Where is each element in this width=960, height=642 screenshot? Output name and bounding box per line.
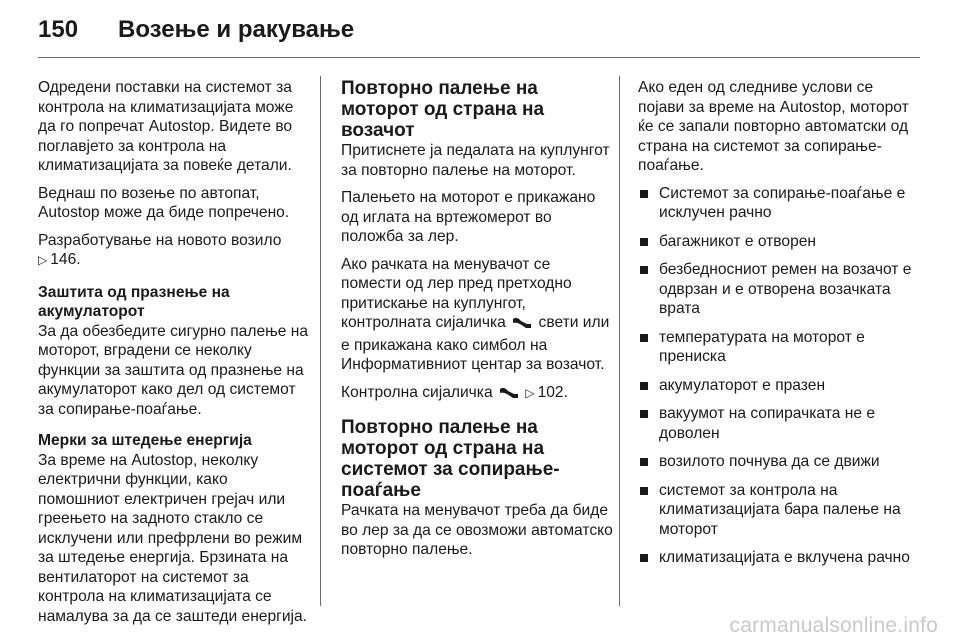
paragraph-text: Ако рачката на менувачот се помести од лер пред претходно притискање на куплунгот, контролната сијаличка [341, 255, 572, 331]
paragraph: Рачката на менувачот треба да биде во лер за да се овозможи автоматско повторно палење. [341, 502, 613, 558]
column-left [38, 78, 310, 634]
autostop-indicator-icon [512, 316, 532, 336]
list-item-text: климатизацијата е вклучена рачно [659, 549, 910, 566]
paragraph: Притиснете ја педалата на куплунгот за повторно палење на моторот. [341, 142, 610, 179]
autostop-indicator-icon [499, 386, 519, 406]
list-item-text: Системот за сопирање-поаѓање е исклучен рачно [659, 184, 906, 221]
paragraph: За да обезбедите сигурно палење на моторот, вградени се неколку функции за заштита од празнење на акумулаторот како дел од системот за сопирање-поаѓање. [38, 322, 309, 418]
chapter-title: Возење и ракување [118, 16, 355, 43]
list-item [638, 260, 922, 319]
condition-list [638, 184, 922, 568]
bullet-icon [640, 458, 648, 466]
list-item [638, 404, 922, 443]
paragraph: Веднаш по возење по автопат, Autostop може да биде попречено. [38, 184, 290, 221]
list-item [638, 328, 922, 367]
bullet-icon [640, 238, 648, 246]
paragraph-text: Контролна сијаличка [341, 383, 493, 401]
list-item-text: вакуумот на сопирачката не е доволен [659, 405, 876, 442]
section-heading: Заштита од празнење на акумулаторот [38, 283, 230, 320]
bullet-icon [640, 382, 648, 390]
paragraph [38, 231, 310, 271]
paragraph: Одредени поставки на системот за контрола на климатизацијата може да го попречат Autostop. Видете во поглавјето за контрола на климатизацијата за повеќе детали. [38, 79, 294, 174]
watermark: carmanualsonline.info [729, 614, 938, 637]
header-rule [38, 57, 920, 58]
page-header [38, 16, 354, 56]
list-item-text: системот за контрола на климатизацијата бара палење на моторот [659, 481, 901, 538]
paragraph [341, 255, 613, 375]
column-divider [619, 76, 620, 606]
paragraph-text: Разработување на новото возило [38, 231, 282, 249]
section-heading: Мерки за штедење енергија [38, 432, 252, 449]
paragraph [341, 383, 613, 406]
column-divider [320, 76, 321, 606]
column-middle [341, 78, 613, 568]
bullet-icon [640, 334, 648, 342]
bullet-icon [640, 410, 648, 418]
list-item-text: безбедносниот ремен на возачот е одврзан и е отворена возачката врата [659, 261, 912, 317]
list-item [638, 376, 922, 396]
reference-arrow-icon: ▷ [38, 253, 48, 267]
bullet-icon [640, 266, 648, 274]
column-right [638, 78, 922, 577]
section-heading: Повторно палење на моторот од страна на системот за сопирање-поаѓање [341, 417, 560, 501]
list-item [638, 481, 922, 540]
paragraph: Ако еден од следниве услови се појави за време на Autostop, моторот ќе се запали повторно автоматски од страна на системот за сопирање-поаѓање. [638, 79, 909, 174]
bullet-icon [640, 487, 648, 495]
page-reference[interactable]: 102. [537, 383, 568, 401]
list-item-text: возилото почнува да се движи [659, 453, 880, 470]
page-number: 150 [38, 16, 79, 43]
bullet-icon [640, 554, 648, 562]
list-item-text: багажникот е отворен [659, 232, 817, 250]
list-item [638, 548, 922, 568]
list-item [638, 184, 922, 223]
section-heading: Повторно палење на моторот од страна на возачот [341, 78, 545, 141]
list-item-text: температурата на моторот е прениска [659, 328, 865, 365]
page-reference[interactable]: 146. [50, 251, 81, 268]
list-item-text: акумулаторот е празен [659, 376, 826, 394]
reference-arrow-icon: ▷ [525, 385, 535, 400]
list-item [638, 452, 922, 472]
paragraph: Палењето на моторот е прикажано од иглата на вртежомерот во положба за лер. [341, 189, 596, 245]
bullet-icon [640, 190, 648, 198]
paragraph-text: свети или е прикажана како симбол на Информативниот центар за возачот. [341, 314, 610, 373]
paragraph: За време на Autostop, неколку електрични функции, како помошниот електричен грејач или греењето на задното стакло се исклучени или префрлени во режим за штедење енергија. Брзината на вентилаторот на системот за контрола на климатизацијата се намалува за да се заштеди енергија. [38, 451, 308, 625]
list-item [638, 232, 922, 252]
